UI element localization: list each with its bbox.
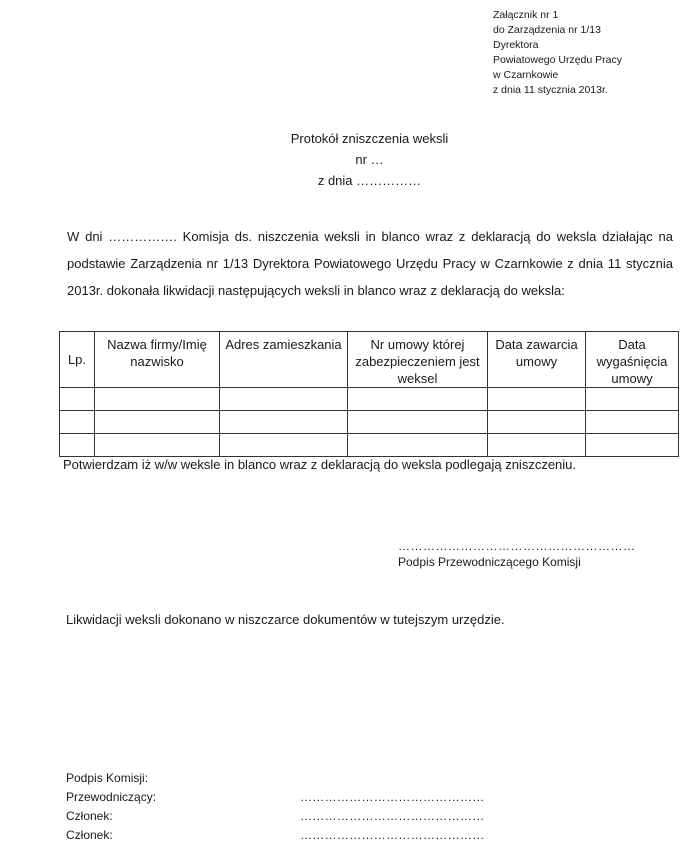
table-cell[interactable] (488, 434, 586, 457)
table-row (60, 388, 679, 411)
annex-line: do Zarządzenia nr 1/13 (493, 24, 601, 36)
commission-signature-line: ……………………………………… (300, 828, 485, 842)
commission-signature-line: ……………………………………… (300, 809, 485, 823)
table-cell[interactable] (220, 411, 348, 434)
table-row (60, 434, 679, 457)
intro-paragraph: W dni ……………. Komisja ds. niszczenia weksli in blanco wraz z deklaracją do weksla działając na podstawie Zarządzenia nr 1/13 Dyrektora Powiatowego Urzędu Pracy w Czarnkowie z dnia 11 stycznia 2013r. dokonała likwidacji następujących weksli in blanco wraz z deklaracją do weksla: (67, 229, 673, 298)
header-address: Adres zamieszkania (220, 332, 348, 388)
commission-role: Przewodniczący: (66, 790, 157, 804)
header-company-name: Nazwa firmy/Imię nazwisko (95, 332, 220, 388)
confirmation-text: Potwierdzam iż w/w weksle in blanco wraz z deklaracją do weksla podlegają zniszczeniu. (63, 457, 577, 472)
bills-table (59, 331, 679, 457)
commission-role: Członek: (66, 828, 113, 842)
table-cell[interactable] (348, 388, 488, 411)
table-cell[interactable] (220, 388, 348, 411)
table-cell[interactable] (348, 434, 488, 457)
table-cell[interactable] (95, 434, 220, 457)
commission-heading: Podpis Komisji: (66, 771, 149, 785)
document-date: z dnia …………… (317, 173, 422, 188)
header-lp: Lp. (60, 332, 95, 388)
commission-signature-line: ……………………………………… (300, 790, 485, 804)
document-number: nr … (355, 152, 384, 167)
chair-signature-line: ………………………………………………… (398, 539, 636, 553)
table-cell[interactable] (488, 411, 586, 434)
annex-line: Powiatowego Urzędu Pracy (493, 54, 622, 66)
table-cell[interactable] (60, 434, 95, 457)
header-contract-number: Nr umowy której zabezpieczeniem jest weksel (348, 332, 488, 388)
chair-signature-label: Podpis Przewodniczącego Komisji (398, 555, 581, 569)
table-header-row (60, 332, 679, 388)
table-cell[interactable] (348, 411, 488, 434)
commission-role: Członek: (66, 809, 113, 823)
table-cell[interactable] (488, 388, 586, 411)
table-cell[interactable] (95, 388, 220, 411)
table-cell[interactable] (586, 388, 679, 411)
table-cell[interactable] (586, 411, 679, 434)
table-cell[interactable] (220, 434, 348, 457)
table-cell[interactable] (60, 388, 95, 411)
document-title: Protokół zniszczenia weksli (290, 131, 449, 146)
annex-line: Załącznik nr 1 (493, 9, 559, 21)
header-contract-date: Data zawarcia umowy (488, 332, 586, 388)
table-row (60, 411, 679, 434)
annex-header (493, 8, 622, 98)
table-cell[interactable] (586, 434, 679, 457)
annex-line: z dnia 11 stycznia 2013r. (493, 84, 608, 96)
liquidation-note: Likwidacji weksli dokonano w niszczarce dokumentów w tutejszym urzędzie. (66, 612, 505, 627)
table-cell[interactable] (95, 411, 220, 434)
table-cell[interactable] (60, 411, 95, 434)
annex-line: w Czarnkowie (493, 69, 559, 81)
header-expiry-date: Data wygaśnięcia umowy (586, 332, 679, 388)
annex-line: Dyrektora (493, 39, 539, 51)
